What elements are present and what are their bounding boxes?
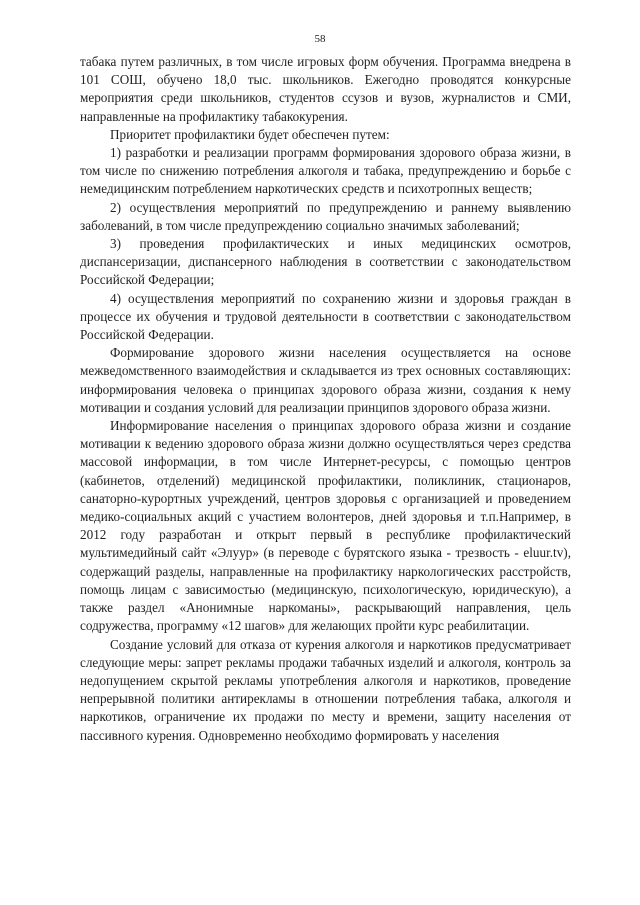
paragraph-conditions: Создание условий для отказа от курения алкоголя и наркотиков предусматривает следующие меры: запрет рекламы продажи табачных изделий и алкоголя, контроль за недопущением скрытой рекламы употребления алкоголя и наркотиков, проведение непрерывной политики антирекламы в отношении потребления табака, алкоголя и наркотиков, ограничение их продажи по месту и времени, защиту населения от пассивного курения. Одновременно необходимо формировать у населения bbox=[80, 636, 571, 743]
list-item-3: 3) проведения профилактических и иных медицинских осмотров, диспансеризации, диспансерного наблюдения в соответствии с законодательством Российской Федерации; bbox=[80, 236, 571, 288]
page-number: 58 bbox=[314, 33, 326, 45]
paragraph-healthy-lifestyle: Формирование здорового жизни населения осуществляется на основе межведомственного взаимодействия и складывается из трех основных составляющих: информирования человека о принципах здорового образа жизни, создания к нему мотивации и создания условий для реализации принципов здорового образа жизни. bbox=[80, 345, 571, 415]
body-text bbox=[80, 53, 571, 745]
list-item-1: 1) разработки и реализации программ формирования здорового образа жизни, в том числе по снижению потребления алкоголя и табака, предупреждению и борьбе с немедицинским потреблением наркотических средств и психотропных веществ; bbox=[80, 145, 571, 197]
paragraph-informing: Информирование населения о принципах здорового образа жизни и создание мотивации к ведению здорового образа жизни должно осуществляться через средства массовой информации, в том числе Интернет-ресурсы, с помощью центров (кабинетов, отделений) медицинской профилактики, поликлиник, стационаров, санаторно-курортных учреждений, центров здоровья с организацией и проведением медико-социальных акций с участием волонтеров, дней здоровья и т.п.Например, в 2012 году разработан и открыт первый в республике профилактический мультимедийный сайт «Элуур» (в переводе с бурятского языка - трезвость - eluur.tv), содержащий разделы, направленные на профилактику наркологических расстройств, помощь лицам с зависимостью (медицинскую, психологическую, юридическую), а также раздел «Анонимные наркоманы», раскрывающий направления, цель содружества, программу «12 шагов» для желающих пройти курс реабилитации. bbox=[80, 418, 571, 634]
paragraph-priority-intro: Приоритет профилактики будет обеспечен путем: bbox=[110, 126, 390, 142]
list-item-4: 4) осуществления мероприятий по сохранению жизни и здоровья граждан в процессе их обучения и трудовой деятельности в соответствии с законодательством Российской Федерации. bbox=[80, 290, 571, 343]
paragraph-continuation: табака путем различных, в том числе игровых форм обучения. Программа внедрена в 101 СОШ, обучено 18,0 тыс. школьников. Ежегодно проводятся конкурсные мероприятия среди школьников, студентов ссузов и вузов, журналистов и СМИ, направленные на профилактику табакокурения. bbox=[80, 54, 571, 124]
list-item-2: 2) осуществления мероприятий по предупреждению и раннему выявлению заболеваний, в том числе предупреждению социально значимых заболеваний; bbox=[80, 199, 571, 233]
